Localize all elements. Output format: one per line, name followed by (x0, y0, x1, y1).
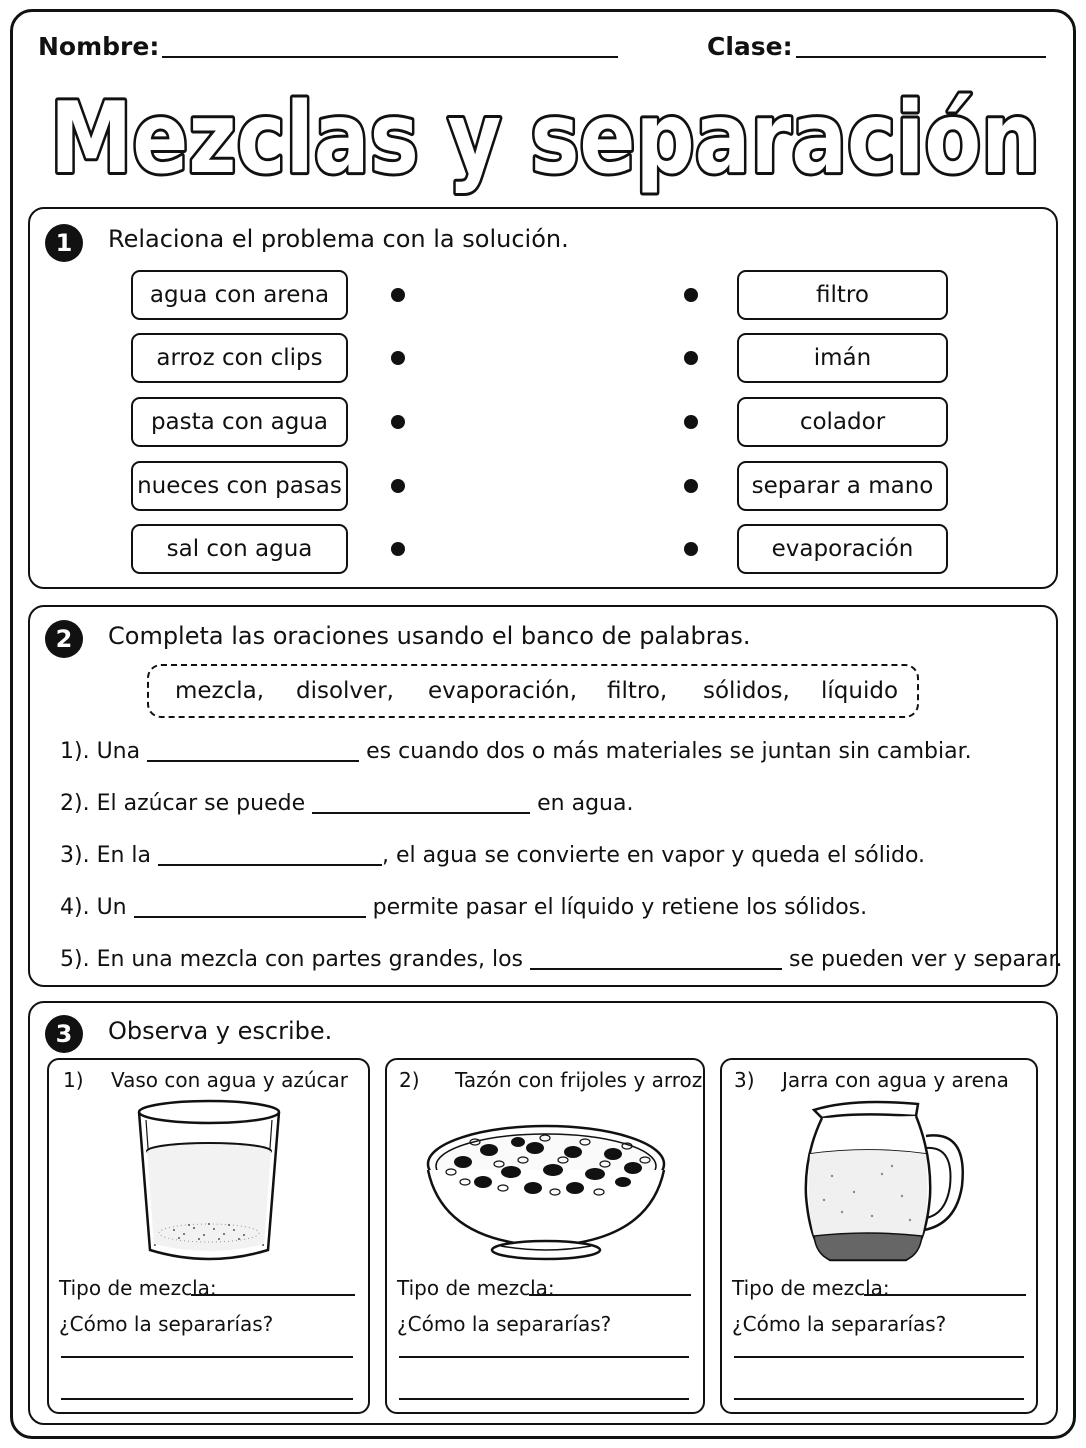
separation-question: ¿Cómo la separarías? (732, 1312, 947, 1336)
section-3-number: 3 (45, 1015, 83, 1053)
sentence-text: En una mezcla con partes grandes, los (96, 947, 523, 972)
mixture-type-field[interactable] (191, 1294, 355, 1296)
answer-line[interactable] (61, 1356, 353, 1358)
sentence-text: se pueden ver y separar. (789, 947, 1063, 972)
sentence-number: 4). (60, 895, 90, 920)
sentence-text: , el agua se convierte en vapor y queda el sólido. (382, 843, 926, 868)
name-label: Nombre: (38, 32, 160, 61)
word-bank-item: mezcla, (175, 678, 265, 704)
left-dot-2[interactable] (391, 351, 405, 365)
sentence-5 (60, 947, 1062, 972)
sentence-text: permite pasar el líquido y retiene los sólidos. (372, 895, 868, 920)
observe-card-3 (720, 1058, 1038, 1414)
section-1-number: 1 (45, 224, 83, 262)
mixture-type-field[interactable] (864, 1294, 1026, 1296)
sentence-1 (60, 739, 972, 764)
sentence-number: 5). (60, 947, 90, 972)
word-bank-item: evaporación, (428, 678, 578, 704)
section-2-instruction: Completa las oraciones usando el banco de palabras. (108, 622, 751, 650)
answer-line[interactable] (734, 1398, 1024, 1400)
sentence-text: El azúcar se puede (96, 791, 306, 816)
section-2-number: 2 (45, 620, 83, 658)
answer-line[interactable] (399, 1398, 689, 1400)
sentence-text: en agua. (537, 791, 634, 816)
observe-card-1 (47, 1058, 370, 1414)
card-title: Tazón con frijoles y arroz (455, 1068, 703, 1092)
pitcher-water-sand-image (792, 1096, 972, 1270)
mixture-type-field[interactable] (529, 1294, 691, 1296)
section-1-instruction: Relaciona el problema con la solución. (108, 225, 569, 253)
observe-card-2 (385, 1058, 705, 1414)
card-number: 3) (734, 1068, 755, 1092)
class-label: Clase: (707, 32, 793, 61)
card-title: Jarra con agua y arena (782, 1068, 1009, 1092)
match-right-3[interactable]: colador (737, 397, 948, 447)
sentence-number: 1). (60, 739, 90, 764)
sentence-text: En la (96, 843, 152, 868)
separation-question: ¿Cómo la separarías? (59, 1312, 274, 1336)
answer-line[interactable] (61, 1398, 353, 1400)
left-dot-4[interactable] (391, 479, 405, 493)
sentence-2 (60, 791, 633, 816)
mixture-type-label: Tipo de mezcla: (59, 1276, 217, 1300)
right-dot-2[interactable] (684, 351, 698, 365)
sentence-3 (60, 843, 925, 868)
sentence-number: 3). (60, 843, 90, 868)
left-dot-5[interactable] (391, 542, 405, 556)
sentence-text: Un (96, 895, 127, 920)
word-bank-item: líquido (821, 678, 899, 704)
answer-blank[interactable] (530, 950, 782, 970)
right-dot-4[interactable] (684, 479, 698, 493)
match-right-2[interactable]: imán (737, 333, 948, 383)
mixture-type-label: Tipo de mezcla: (732, 1276, 890, 1300)
name-field[interactable] (162, 56, 618, 58)
left-dot-1[interactable] (391, 288, 405, 302)
match-right-1[interactable]: filtro (737, 270, 948, 320)
word-bank-item: disolver, (296, 678, 394, 704)
match-left-3[interactable]: pasta con agua (131, 397, 348, 447)
word-bank (147, 664, 919, 718)
answer-blank[interactable] (147, 742, 359, 762)
glass-water-sugar-image (134, 1098, 284, 1268)
word-bank-item: sólidos, (703, 678, 790, 704)
match-right-4[interactable]: separar a mano (737, 461, 948, 511)
answer-blank[interactable] (134, 898, 366, 918)
word-bank-item: filtro, (607, 678, 668, 704)
answer-blank[interactable] (312, 794, 530, 814)
answer-line[interactable] (734, 1356, 1024, 1358)
title-text: Mezclas y separación (50, 82, 1040, 196)
answer-line[interactable] (399, 1356, 689, 1358)
right-dot-3[interactable] (684, 415, 698, 429)
sentence-number: 2). (60, 791, 90, 816)
separation-question: ¿Cómo la separarías? (397, 1312, 612, 1336)
right-dot-1[interactable] (684, 288, 698, 302)
card-number: 1) (63, 1068, 84, 1092)
match-left-5[interactable]: sal con agua (131, 524, 348, 574)
match-left-4[interactable]: nueces con pasas (131, 461, 348, 511)
left-dot-3[interactable] (391, 415, 405, 429)
page-title (40, 74, 1050, 198)
sentence-4 (60, 895, 867, 920)
sentence-text: es cuando dos o más materiales se juntan sin cambiar. (366, 739, 972, 764)
section-3-instruction: Observa y escribe. (108, 1017, 333, 1045)
card-number: 2) (399, 1068, 420, 1092)
mixture-type-label: Tipo de mezcla: (397, 1276, 555, 1300)
match-right-5[interactable]: evaporación (737, 524, 948, 574)
match-left-2[interactable]: arroz con clips (131, 333, 348, 383)
right-dot-5[interactable] (684, 542, 698, 556)
class-field[interactable] (796, 56, 1046, 58)
match-left-1[interactable]: agua con arena (131, 270, 348, 320)
card-title: Vaso con agua y azúcar (111, 1068, 349, 1092)
bowl-beans-rice-image (423, 1112, 669, 1262)
answer-blank[interactable] (158, 846, 382, 866)
sentence-text: Una (96, 739, 141, 764)
